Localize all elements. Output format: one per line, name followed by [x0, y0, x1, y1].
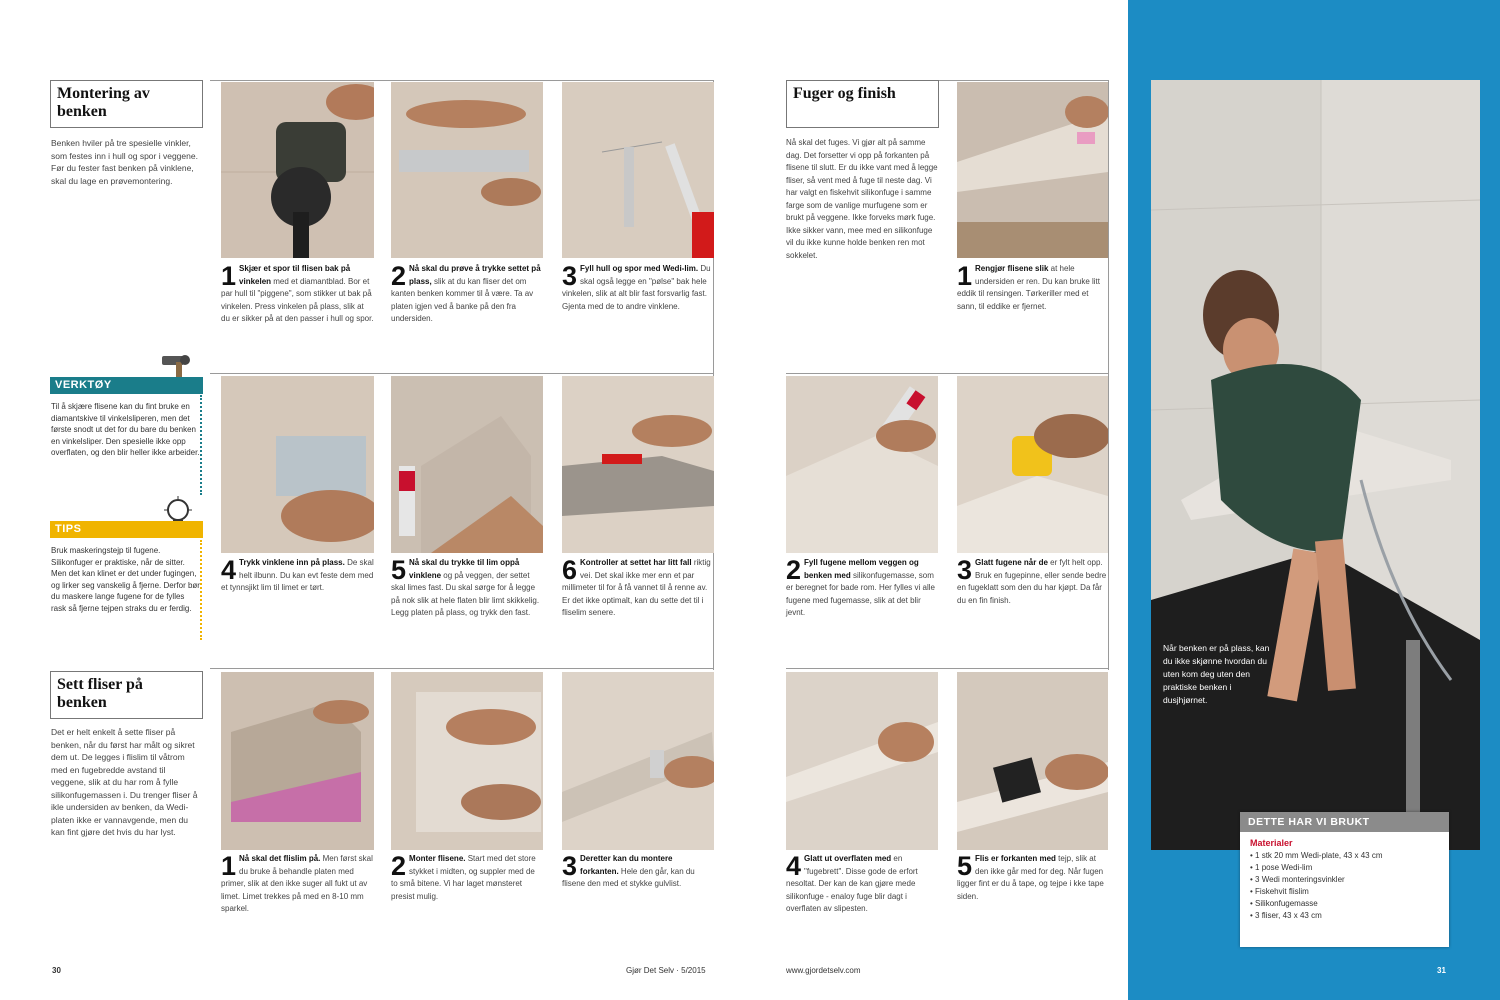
photo-step-s1 — [221, 672, 374, 850]
material-item: • 1 pose Wedi-lim — [1250, 862, 1449, 874]
step-number: 4 — [221, 555, 237, 585]
step-text: Hele den går, kan du flisene den med et stykke gulvlist. — [562, 866, 695, 888]
photo-step-m5 — [391, 376, 543, 553]
photo-step-f4 — [786, 672, 938, 850]
step-number: 3 — [957, 555, 973, 585]
photo-step-m2 — [391, 82, 543, 258]
photo-step-m4 — [221, 376, 374, 553]
step-text: tejp, slik at den ikke går med for deg. Når fugen ligger fint er du å tape, og tejpe i kke tape siden. — [957, 854, 1104, 901]
step-number: 5 — [391, 555, 407, 585]
step-f3 — [957, 557, 1108, 607]
material-item: • 3 fliser, 43 x 43 cm — [1250, 910, 1449, 922]
step-bold: Nå skal du trykke til lim oppå vinklene — [409, 558, 520, 580]
page-number-right: 31 — [1437, 966, 1446, 975]
material-item: • 1 stk 20 mm Wedi-plate, 43 x 43 cm — [1250, 850, 1449, 862]
step-s3 — [562, 853, 712, 891]
verktoy-text: Til å skjære flisene kan du fint bruke en diamantskive til vinkelsliperen, men det første snodt ut det for du bare du benken en vinkelsliper. Den spesielle ikke opp overflaten, og den blir heller ikke arbeider. — [51, 402, 200, 457]
step-number: 3 — [562, 851, 578, 881]
step-f1 — [957, 263, 1108, 313]
step-text: en "fugebrett". Disse gode de erfort nesoltat. Der kan de kan gjøre mede silikonfuge - enaloy fuge blir dagt i overflaten av slipesten. — [786, 854, 918, 913]
step-number: 1 — [957, 261, 973, 291]
step-bold: Trykk vinklene inn på plass. — [239, 558, 345, 567]
intro-sett-fliser: Det er helt enkelt å sette fliser på benken, når du først har målt og sikret dem ut. De legges i flislim til våtrom med en fugebredde avstand til veggene, slik at du har rom å fylle silikonfugemassen i. Du trenger fliser å ikle undersiden av benken, da Wedi-platen ikke er vannavgende, men du kan fint gjøre det hvis du har lyst. — [51, 727, 198, 837]
step-bold: Glatt fugene når de — [975, 558, 1048, 567]
magazine-footer: Gjør Det Selv · 5/2015 — [626, 966, 706, 975]
step-text: Start med det store stykket i midten, og suppler med de to små bitene. Vi har laget mønsteret presist mulig. — [391, 854, 536, 901]
step-text: med et diamantblad. Bor et par hull til "piggene", som stikker ut bak på vinkelen. Press vinkelen på plass, slik at du er sikker på at den passer i hull og spor. — [221, 276, 374, 323]
step-text: De skal helt ilbunn. Du kan evt feste dem med et tynnsjikt lim til limet er tørt. — [221, 558, 374, 592]
step-number: 5 — [957, 851, 973, 881]
step-bold: Monter flisene. — [409, 854, 466, 863]
tips-label: TIPS — [50, 521, 203, 538]
step-bold: Rengjør flisene slik — [975, 264, 1049, 273]
step-number: 2 — [391, 261, 407, 291]
step-s2 — [391, 853, 543, 903]
step-text: slik at du kan fliser det om kanten benken kommer til å være. Ta av platen igjen ved å banke på den fra undersiden. — [391, 276, 534, 323]
photo-step-s2 — [391, 672, 543, 850]
step-text: silikonfugemasse, som er beregnet for bade rom. Her fylles vi alle fugene med fugemasse, slik at det blir jevnt. — [786, 570, 935, 617]
materials-subheading: Materialer — [1250, 838, 1293, 848]
step-number: 2 — [391, 851, 407, 881]
intro-montering: Benken hviler på tre spesielle vinkler, som festes inn i hull og spor i veggene. Før du fester fast benken på vinklene, skal du lage en prøvemontering. — [51, 138, 198, 186]
step-m3 — [562, 263, 712, 313]
step-bold: Fyll hull og spor med Wedi-lim. — [580, 264, 699, 273]
photo-step-m3 — [562, 82, 714, 258]
step-bold: Nå skal du prøve å trykke settet på plass, — [409, 264, 541, 286]
step-number: 1 — [221, 851, 237, 881]
step-m6 — [562, 557, 712, 620]
step-text: er fylt helt opp. Bruk en fugepinne, eller sende bedre en fugeklatt som den du har kjøpt. Da får du en fin finish. — [957, 558, 1107, 605]
step-bold: Kontroller at settet har litt fall — [580, 558, 692, 567]
page-number-left: 30 — [52, 966, 61, 975]
photo-step-f2 — [786, 376, 938, 553]
step-f5 — [957, 853, 1108, 903]
step-number: 4 — [786, 851, 802, 881]
verktoy-label: VERKTØY — [50, 377, 203, 394]
material-item: • Silikonfugemasse — [1250, 898, 1449, 910]
photo-step-m1 — [221, 82, 374, 258]
step-text: Du skal også legge en "pølse" bak hele vinkelen, slik at alt blir fast forsvarlig fast. Gjenta med de to andre vinklene. — [562, 264, 711, 311]
photo-step-f5 — [957, 672, 1108, 850]
step-bold: Glatt ut overflaten med — [804, 854, 892, 863]
step-m5 — [391, 557, 543, 620]
website-footer: www.gjordetselv.com — [786, 966, 861, 975]
step-text: og på veggen, der settet skal limes fast. Du skal sørge for å legge på nok slik at hele flaten blir limt skikkelig. Legg platen på plass, og trykk den fast. — [391, 570, 540, 617]
step-bold: Nå skal det flislim på. — [239, 854, 321, 863]
materials-list — [1240, 850, 1449, 928]
step-text: Men først skal du bruke å behandle platen med primer, slik at den ikke suger all fukt ut av limet. Limet trekkes på med en 8-10 mm sparkel. — [221, 854, 373, 913]
step-text: riktig vei. Det skal ikke mer enn et par millimeter til for å få vannet til å renne av. Er det ikke optimalt, kan du sette det til i fliselim senere. — [562, 558, 711, 617]
step-bold: Fyll fugene mellom veggen og benken med — [804, 558, 919, 580]
section-title-montering: Montering av benken — [50, 80, 203, 128]
step-text: at hele undersiden er ren. Du kan bruke litt eddik til rensingen. Tørkeriller med et sann, til eddike er fjernet. — [957, 264, 1100, 311]
intro-fuger: Nå skal det fuges. Vi gjør alt på samme dag. Det forsetter vi opp på forkanten på flisene til slutt. Er du ikke vant med å legge fliser, så vent med å fuge til neste dag. Vi har valgt en fiskehvit silikonfuge i samme farge som de vanlige murfugene som er brukt på veggene. Ikke forveks mørk fuge. Ikke sikker vann, mee med en silikonfuge vil du ikke kunne holde benken ren mot sokkelet. — [786, 138, 938, 260]
step-f4 — [786, 853, 938, 916]
section-title-sett-fliser: Sett fliser på benken — [50, 671, 203, 719]
materials-box — [1240, 812, 1449, 947]
material-item: • 3 Wedi monteringsvinkler — [1250, 874, 1449, 886]
step-bold: Skjær et spor til flisen bak på vinkelen — [239, 264, 351, 286]
shower-photo — [1151, 80, 1480, 850]
step-bold: Flis er forkanten med — [975, 854, 1056, 863]
photo-step-f3 — [957, 376, 1108, 553]
step-bold: Deretter kan du montere forkanten. — [580, 854, 673, 876]
step-m1 — [221, 263, 374, 326]
step-m4 — [221, 557, 374, 595]
materials-heading: DETTE HAR VI BRUKT — [1240, 812, 1449, 832]
step-number: 2 — [786, 555, 802, 585]
step-m2 — [391, 263, 543, 326]
step-s1 — [221, 853, 374, 916]
step-number: 3 — [562, 261, 578, 291]
step-number: 6 — [562, 555, 578, 585]
step-f2 — [786, 557, 938, 620]
tips-text: Bruk maskeringstejp til fugene. Silikonfuger er praktiske, når de sitter. Men det kan klinet er det under fugingen, og lirker seg vanskelig å fjerne. Derfor bør du maskere lange fugene for de fylles rask så fjerne tejpen straks du er ferdig. — [51, 546, 200, 613]
step-number: 1 — [221, 261, 237, 291]
material-item: • Fiskehvit flislim — [1250, 886, 1449, 898]
section-title-fuger: Fuger og finish — [786, 80, 939, 128]
photo-step-s3 — [562, 672, 714, 850]
photo-step-m6 — [562, 376, 714, 553]
photo-caption: Når benken er på plass, kan du ikke skjønne hvordan du uten kom deg uten den praktiske benken i dusjhjørnet. — [1163, 643, 1270, 705]
photo-step-f1 — [957, 82, 1108, 258]
